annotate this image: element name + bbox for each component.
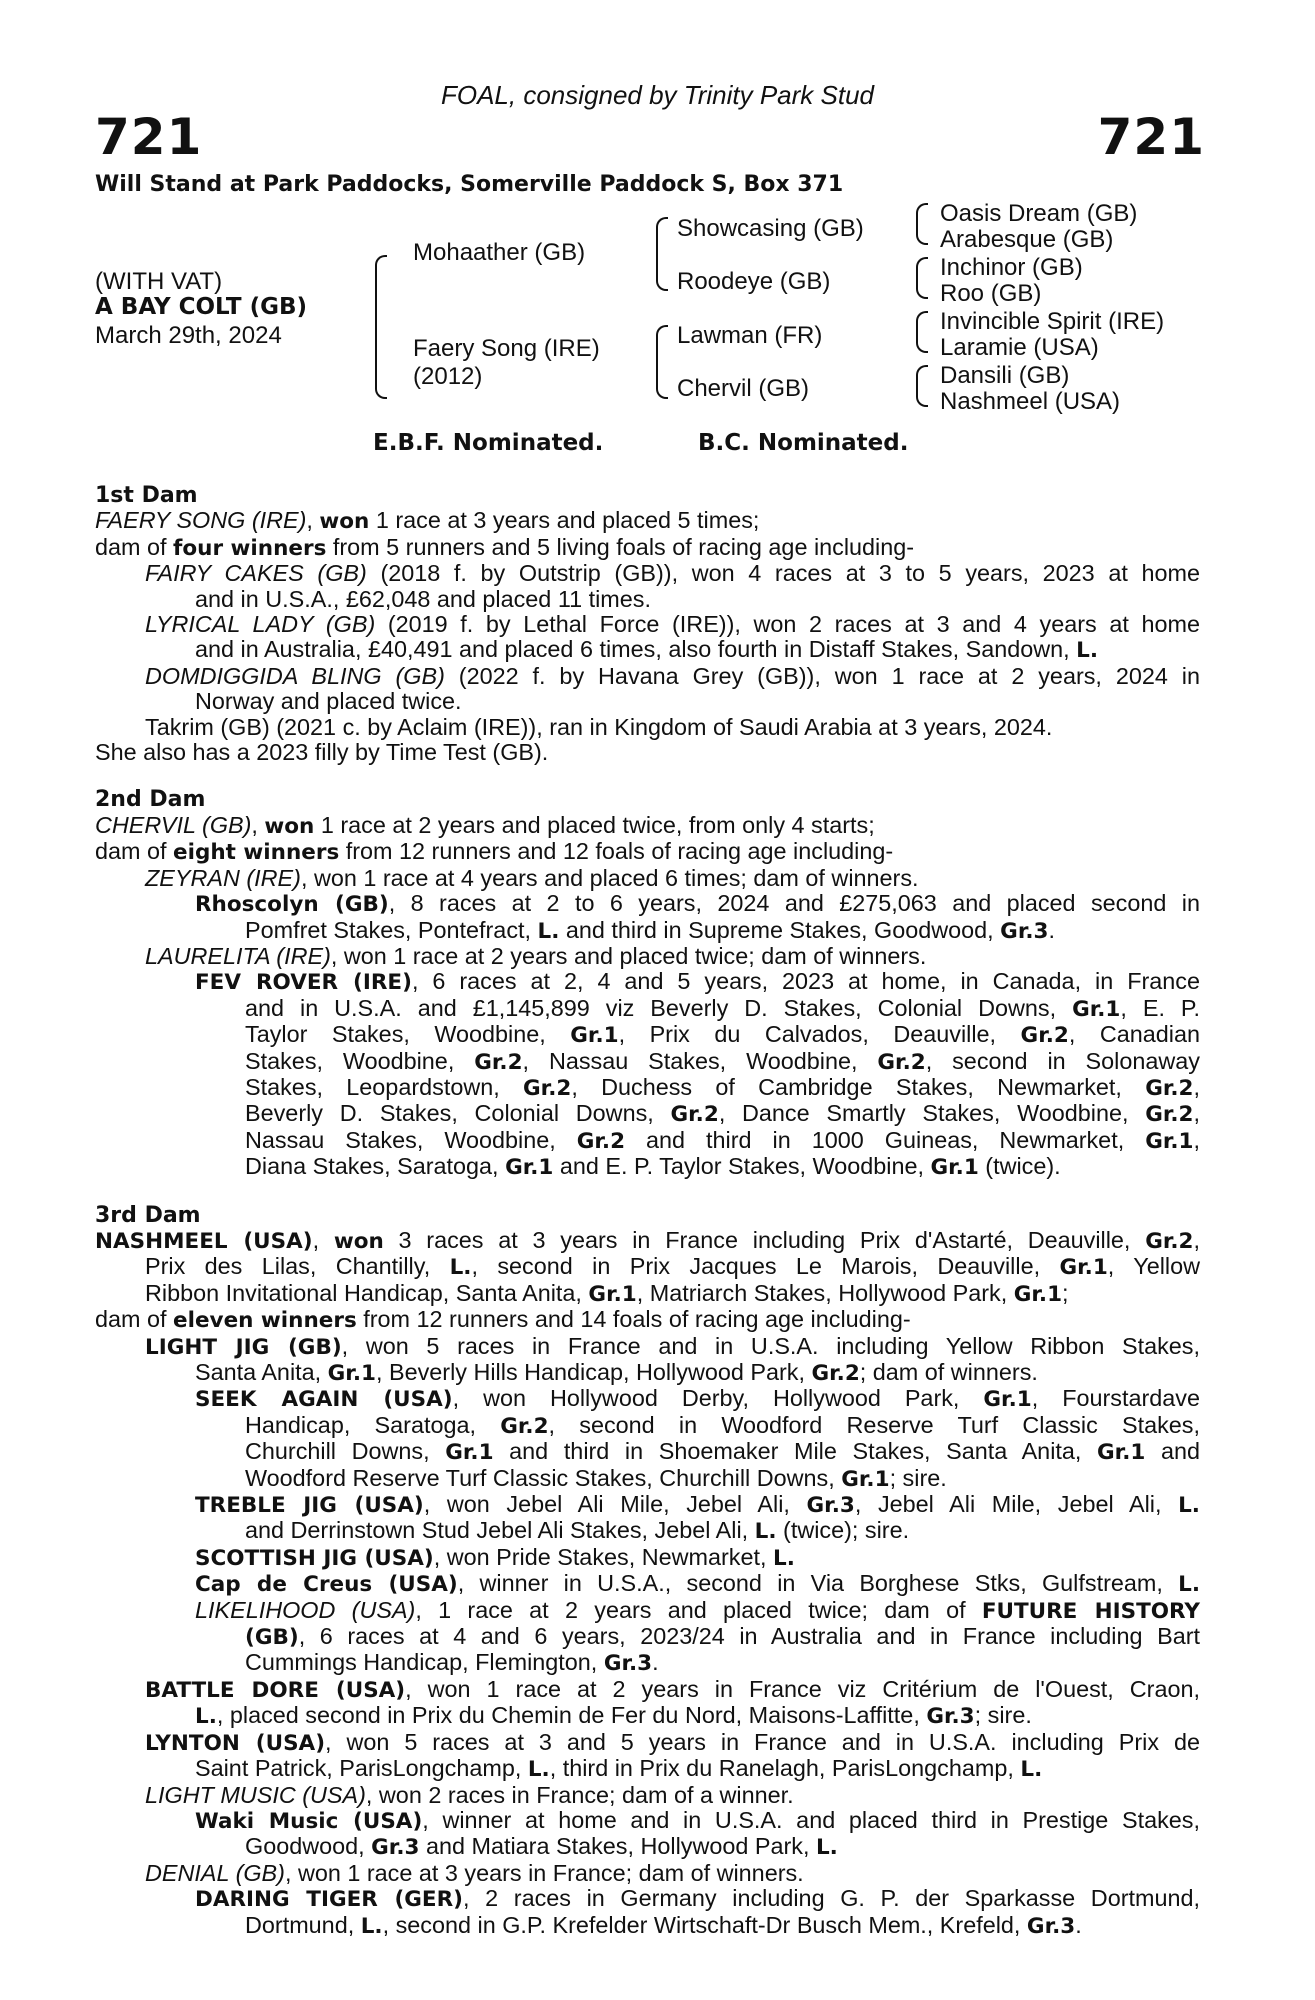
bold-text: SCOTTISH JIG (USA) (195, 1545, 434, 1571)
text-run: and third in Shoemaker Mile Stakes, Santa Anita, (493, 1438, 1098, 1465)
text-run: ; (1062, 1279, 1069, 1306)
text-run: , Matriarch Stakes, Hollywood Park, (636, 1279, 1014, 1306)
sire-dam: Roodeye (GB) (677, 268, 831, 295)
bold-text: Gr.2 (523, 1075, 572, 1101)
text-run: , won 1 race at 2 years in France viz Critérium de l'Ouest, Craon, (405, 1675, 1200, 1702)
text-run: , second in Prix Jacques Le Marois, Deauville, (471, 1253, 1060, 1280)
text-run: (2022 f. by Havana Grey (GB)), won 1 race at 2 years, 2024 in (444, 662, 1200, 689)
text-line (95, 1834, 1200, 1860)
consignor-line: FOAL, consigned by Trinity Park Stud (440, 80, 875, 110)
text-run: . (652, 1649, 659, 1676)
text-run: , Duchess of Cambridge Stakes, Newmarket, (571, 1073, 1146, 1100)
text-run: , (1193, 1073, 1200, 1100)
bold-text: Gr.2 (474, 1049, 523, 1075)
bold-text: Gr.2 (1020, 1023, 1069, 1049)
text-line (95, 1307, 1200, 1333)
brace (916, 257, 928, 299)
lot-number-right: 721 (1097, 108, 1205, 166)
brace (656, 217, 668, 291)
bold-text: Gr.2 (576, 1128, 626, 1154)
text-run: , won 5 races in France and in U.S.A. including Yellow Ribbon Stakes, (341, 1332, 1201, 1359)
text-run: Goodwood, (245, 1833, 372, 1860)
pedigree-table (0, 195, 1315, 425)
italic-text: CHERVIL (GB) (95, 811, 252, 838)
text-run: Pomfret Stakes, Pontefract, (245, 916, 538, 943)
grandsire-5: Invincible Spirit (IRE) (940, 308, 1165, 335)
text-run: , (1193, 1100, 1201, 1127)
text-run: and in U.S.A., £62,048 and placed 11 times. (195, 585, 651, 612)
text-line (95, 1571, 1200, 1597)
text-run: 1 race at 2 years and placed twice, from only 4 starts; (314, 811, 875, 838)
text-line (95, 587, 1200, 612)
brace (916, 365, 928, 407)
text-run: and in U.S.A. and £1,145,899 viz Beverly D. Stakes, Colonial Downs, (245, 994, 1073, 1021)
text-line (95, 918, 1200, 944)
text-run: , 6 races at 2, 4 and 5 years, 2023 at home, in Canada, in France (411, 968, 1200, 995)
text-run: from 12 runners and 14 foals of racing age including- (356, 1306, 911, 1333)
brace (916, 311, 928, 353)
bold-text: LIGHT JIG (GB) (145, 1334, 342, 1360)
text-run: ; dam of winners. (859, 1359, 1038, 1385)
bold-text: Gr.2 (1145, 1075, 1194, 1101)
text-line (95, 1101, 1200, 1127)
text-run: , won 5 races at 3 and 5 years in France and in U.S.A. including Prix de (325, 1728, 1200, 1755)
text-run: Cummings Handicap, Flemington, (245, 1649, 604, 1676)
date-of-birth: March 29th, 2024 (95, 322, 282, 349)
brace (916, 203, 928, 245)
bold-text: L. (815, 1835, 838, 1861)
bold-text: Gr.2 (1145, 1102, 1194, 1128)
text-run: (twice). (978, 1153, 1061, 1180)
text-run: Norway and placed twice. (195, 688, 462, 715)
text-run: , Canadian (1068, 1021, 1200, 1048)
dam-dam: Chervil (GB) (677, 375, 810, 402)
text-run: , Yellow (1107, 1253, 1200, 1280)
text-line (95, 664, 1200, 689)
grandsire-1: Oasis Dream (GB) (940, 200, 1138, 227)
dam-sire: Lawman (FR) (677, 322, 823, 349)
bold-text: Gr.1 (930, 1155, 979, 1181)
granddam-4: Roo (GB) (940, 280, 1042, 307)
text-line (95, 1022, 1200, 1048)
text-run: , 8 races at 2 to 6 years, 2024 and £275,063 and placed second in (388, 890, 1200, 917)
text-line (95, 1518, 1200, 1544)
text-line (95, 1808, 1200, 1834)
text-line (95, 944, 1200, 969)
bold-text: Gr.3 (1000, 918, 1049, 944)
text-run: , Beverly Hills Handicap, Hollywood Park, (375, 1359, 812, 1385)
sire: Mohaather (GB) (413, 239, 586, 266)
bold-text: won (319, 509, 370, 535)
text-run: , won Pride Stakes, Newmarket, (433, 1543, 773, 1570)
bold-text: L. (1178, 1572, 1200, 1598)
dam: Faery Song (IRE) (413, 335, 600, 362)
italic-text: FAIRY CAKES (GB) (145, 560, 367, 587)
bold-text: Rhoscolyn (GB) (195, 892, 389, 918)
text-line (95, 1254, 1200, 1280)
text-run: , won Hollywood Derby, Hollywood Park, (452, 1385, 984, 1412)
text-run: and Matiara Stakes, Hollywood Park, (419, 1833, 816, 1860)
text-line (95, 1545, 1200, 1571)
text-run: , Jebel Ali Mile, Jebel Ali, (854, 1491, 1179, 1518)
text-line (95, 612, 1200, 637)
text-run: Nassau Stakes, Woodbine, (245, 1126, 577, 1153)
bold-text: L. (754, 1519, 777, 1545)
stabling-location: Will Stand at Park Paddocks, Somerville Paddock S, Box 371 (95, 172, 844, 197)
text-run: She also has a 2023 filly by Time Test (GB). (95, 739, 549, 766)
text-line (95, 1624, 1200, 1650)
text-line (95, 1886, 1200, 1912)
text-line (95, 1439, 1200, 1465)
text-run: , 1 race at 2 years and placed twice; dam of (415, 1596, 982, 1623)
text-line (95, 1360, 1200, 1386)
dam-year: (2012) (413, 363, 483, 390)
text-run: , (312, 1226, 334, 1253)
text-line (95, 1783, 1200, 1808)
text-run: Prix des Lilas, Chantilly, (145, 1253, 450, 1280)
text-line (95, 1281, 1200, 1307)
text-run: , placed second in Prix du Chemin de Fer du Nord, Maisons-Laffitte, (216, 1702, 927, 1729)
bold-text: DARING TIGER (GER) (195, 1887, 464, 1913)
text-line (95, 1730, 1200, 1756)
bold-text: FEV ROVER (IRE) (195, 970, 412, 996)
text-line (95, 1334, 1200, 1360)
bold-text: Gr.1 (1072, 996, 1121, 1022)
text-run: dam of (95, 1306, 174, 1333)
bold-text: Gr.2 (1145, 1228, 1194, 1254)
text-run: , (1193, 1126, 1200, 1153)
bold-text: (GB) (245, 1625, 299, 1651)
vat-note: (WITH VAT) (95, 268, 223, 295)
text-run: Dortmund, (245, 1911, 361, 1938)
brace (656, 325, 668, 399)
granddam-8: Nashmeel (USA) (940, 388, 1121, 415)
text-run: , third in Prix du Ranelagh, ParisLongchamp, (549, 1755, 1021, 1782)
text-run: (2019 f. by Lethal Force (IRE)), won 2 races at 3 and 4 years at home (375, 611, 1200, 638)
text-run: from 5 runners and 5 living foals of racing age including- (326, 533, 915, 560)
text-run: Ribbon Invitational Handicap, Santa Anita, (145, 1279, 589, 1306)
bold-text: Gr.1 (505, 1155, 554, 1181)
bold-text: L. (1178, 1493, 1200, 1519)
bold-text: Gr.1 (1145, 1128, 1194, 1154)
brace (375, 255, 387, 399)
bold-text: NASHMEEL (USA) (95, 1228, 313, 1254)
bold-text: Gr.3 (603, 1651, 653, 1677)
bold-text: Gr.3 (926, 1704, 975, 1730)
bold-text: four winners (173, 535, 327, 561)
sire-sire: Showcasing (GB) (677, 215, 864, 242)
bold-text: L. (1076, 638, 1099, 664)
text-run: , 2 races in Germany including G. P. der Sparkasse Dortmund, (463, 1885, 1200, 1912)
first-dam-body (95, 508, 1200, 765)
text-line (95, 866, 1200, 891)
text-run: (2018 f. by Outstrip (GB)), won 4 races at 3 to 5 years, 2023 at home (366, 560, 1200, 587)
bold-text: Gr.1 (327, 1361, 376, 1386)
text-line (95, 813, 1200, 839)
bold-text: L. (537, 918, 560, 944)
text-run: , second in G.P. Krefelder Wirtschaft-Dr Busch Mem., Krefeld, (382, 1911, 1027, 1938)
text-run: dam of (95, 533, 174, 560)
text-run: . (1048, 916, 1055, 943)
italic-text: LIGHT MUSIC (USA) (145, 1781, 366, 1808)
text-run: (twice); sire. (776, 1517, 910, 1544)
text-run: Beverly D. Stakes, Colonial Downs, (245, 1100, 671, 1127)
text-run: Diana Stakes, Saratoga, (245, 1153, 506, 1180)
bold-text: L. (360, 1913, 383, 1939)
bold-text: Gr.1 (445, 1440, 494, 1466)
text-line (95, 1128, 1200, 1154)
text-run: , Prix du Calvados, Deauville, (618, 1021, 1021, 1048)
text-run: 1 race at 3 years and placed 5 times; (369, 507, 760, 534)
text-run: . (1075, 1911, 1082, 1938)
text-run: and third in Supreme Stakes, Goodwood, (559, 916, 1001, 943)
text-run: , 6 races at 4 and 6 years, 2023/24 in Australia and in France including Bart (298, 1623, 1200, 1650)
text-run: , winner in U.S.A., second in Via Borghese Stks, Gulfstream, (457, 1570, 1179, 1597)
bold-text: L. (195, 1704, 217, 1730)
text-run: , (306, 507, 320, 534)
text-run: ; sire. (974, 1702, 1032, 1729)
bold-text: Waki Music (USA) (195, 1808, 423, 1834)
third-dam-body (95, 1228, 1200, 1939)
bold-text: L. (1020, 1757, 1043, 1783)
bold-text: L. (449, 1255, 472, 1281)
first-dam-heading: 1st Dam (95, 483, 198, 508)
text-run: Handicap, Saratoga, (245, 1411, 501, 1438)
text-run: ; sire. (889, 1464, 947, 1491)
lot-number-left: 721 (95, 108, 203, 166)
text-line (95, 1598, 1200, 1624)
text-line (95, 1913, 1200, 1939)
text-run: , Dance Smartly Stakes, Woodbine, (718, 1100, 1146, 1127)
third-dam-heading: 3rd Dam (95, 1202, 201, 1228)
text-run: and in Australia, £40,491 and placed 6 times, also fourth in Distaff Stakes, Sandown, (195, 636, 1077, 663)
bold-text: eleven winners (173, 1308, 357, 1334)
text-line (95, 1703, 1200, 1729)
bold-text: Gr.1 (1097, 1440, 1146, 1466)
text-run: , (1193, 1226, 1200, 1253)
italic-text: FAERY SONG (IRE) (95, 507, 307, 534)
text-run: , E. P. (1120, 994, 1200, 1021)
text-run: and Derrinstown Stud Jebel Ali Stakes, Jebel Ali, (245, 1517, 755, 1544)
bold-text: Gr.2 (500, 1413, 549, 1439)
bold-text: Gr.3 (806, 1493, 855, 1519)
text-line (95, 1650, 1200, 1676)
bold-text: Gr.1 (841, 1466, 890, 1492)
text-line (95, 1386, 1200, 1412)
text-line (95, 996, 1200, 1022)
bold-text: Cap de Creus (USA) (195, 1572, 458, 1598)
bold-text: Gr.1 (588, 1281, 637, 1307)
bold-text: Gr.1 (1013, 1281, 1063, 1307)
text-run: and E. P. Taylor Stakes, Woodbine, (553, 1153, 931, 1180)
bold-text: eight winners (173, 840, 340, 866)
text-line (95, 715, 1200, 740)
text-line (95, 1861, 1200, 1886)
italic-text: DENIAL (GB) (145, 1859, 285, 1886)
text-line (95, 1154, 1200, 1180)
text-line (95, 508, 1200, 534)
text-line (95, 839, 1200, 865)
bold-text: Gr.3 (371, 1835, 420, 1861)
text-line (95, 891, 1200, 917)
bold-text: L. (527, 1757, 550, 1783)
text-run: dam of (95, 838, 174, 865)
text-line (95, 1492, 1200, 1518)
text-run: , Fourstardave (1031, 1385, 1200, 1412)
text-run: Taylor Stakes, Woodbine, (245, 1021, 571, 1048)
text-line (95, 1228, 1200, 1254)
horse-name: A BAY COLT (GB) (95, 294, 308, 320)
text-line (95, 1677, 1200, 1703)
text-run: , won 1 race at 3 years in France; dam of winners. (284, 1859, 804, 1886)
bold-text: Gr.2 (670, 1102, 719, 1128)
text-line (95, 637, 1200, 663)
text-run: from 12 runners and 12 foals of racing age including- (339, 838, 894, 865)
bc-nomination: B.C. Nominated. (698, 430, 909, 456)
text-run: , second in Woodford Reserve Turf Classic Stakes, (548, 1411, 1200, 1438)
text-line (95, 1413, 1200, 1439)
italic-text: LIKELIHOOD (USA) (195, 1596, 416, 1623)
granddam-6: Laramie (USA) (940, 334, 1099, 361)
text-line (95, 1049, 1200, 1075)
text-line (95, 1466, 1200, 1492)
text-line (95, 561, 1200, 586)
text-run: and third in 1000 Guineas, Newmarket, (625, 1126, 1146, 1153)
text-line (95, 969, 1200, 995)
bold-text: L. (773, 1545, 795, 1571)
text-run: Woodford Reserve Turf Classic Stakes, Churchill Downs, (245, 1464, 842, 1491)
bold-text: Gr.1 (570, 1023, 619, 1049)
text-line (95, 740, 1200, 765)
text-run: , Nassau Stakes, Woodbine, (522, 1047, 878, 1074)
text-run: , second in Solonaway (925, 1047, 1200, 1074)
second-dam-body (95, 813, 1200, 1181)
text-run: Saint Patrick, ParisLongchamp, (195, 1755, 528, 1782)
text-run: 3 races at 3 years in France including Prix d'Astarté, Deauville, (383, 1226, 1146, 1253)
bold-text: SEEK AGAIN (USA) (195, 1387, 453, 1413)
bold-text: LYNTON (USA) (145, 1730, 326, 1756)
text-run: , (251, 811, 265, 838)
bold-text: won (333, 1228, 384, 1254)
text-run: Stakes, Leopardstown, (245, 1073, 524, 1100)
text-line (95, 1075, 1200, 1101)
granddam-2: Arabesque (GB) (940, 226, 1114, 253)
bold-text: Gr.2 (811, 1361, 860, 1386)
dam-family-text (95, 483, 1200, 1939)
ebf-nomination: E.B.F. Nominated. (373, 430, 604, 456)
bold-text: Gr.2 (877, 1049, 926, 1075)
grandsire-3: Inchinor (GB) (940, 254, 1083, 281)
bold-text: Gr.1 (1059, 1255, 1108, 1281)
bold-text: Gr.3 (1026, 1913, 1076, 1939)
text-line (95, 689, 1200, 714)
text-line (95, 1756, 1200, 1782)
text-run: , won Jebel Ali Mile, Jebel Ali, (423, 1491, 807, 1518)
text-run: Churchill Downs, (245, 1438, 446, 1465)
text-run: Santa Anita, (195, 1359, 328, 1385)
italic-text: ZEYRAN (IRE) (145, 864, 301, 891)
bold-text: TREBLE JIG (USA) (195, 1493, 424, 1519)
text-run: , won 1 race at 4 years and placed 6 times; dam of winners. (300, 864, 919, 891)
bold-text: won (264, 813, 315, 839)
second-dam-heading: 2nd Dam (95, 787, 206, 813)
text-run: , won 1 race at 2 years and placed twice; dam of winners. (330, 942, 927, 969)
text-line (95, 535, 1200, 561)
text-run: , won 2 races in France; dam of a winner. (365, 1781, 794, 1808)
text-run: and (1145, 1438, 1200, 1465)
text-run: Stakes, Woodbine, (245, 1047, 475, 1074)
italic-text: LYRICAL LADY (GB) (145, 611, 376, 638)
bold-text: FUTURE HISTORY (981, 1598, 1201, 1624)
bold-text: Gr.1 (983, 1387, 1032, 1413)
italic-text: LAURELITA (IRE) (145, 942, 331, 969)
text-run: Takrim (GB) (2021 c. by Aclaim (IRE)), ran in Kingdom of Saudi Arabia at 3 years, 2024. (145, 713, 1053, 740)
italic-text: DOMDIGGIDA BLING (GB) (145, 662, 445, 689)
bold-text: BATTLE DORE (USA) (145, 1677, 406, 1703)
text-run: , winner at home and in U.S.A. and placed third in Prestige Stakes, (422, 1806, 1200, 1833)
grandsire-7: Dansili (GB) (940, 362, 1070, 389)
